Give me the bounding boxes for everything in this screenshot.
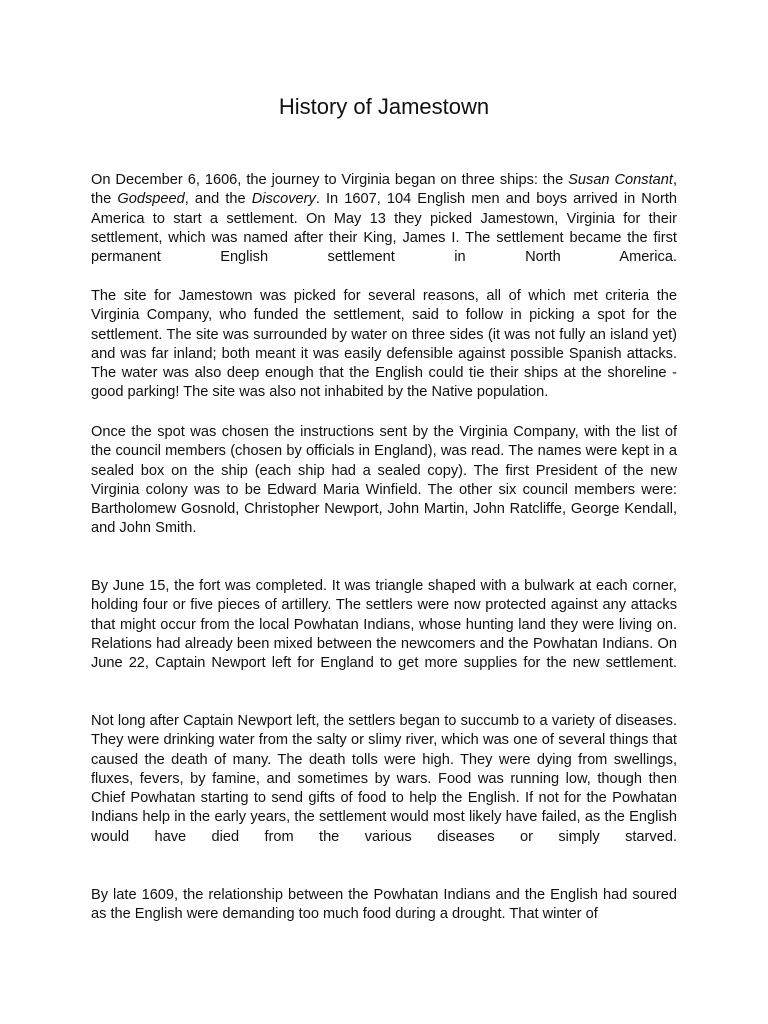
paragraph-site-selection: The site for Jamestown was picked for several reasons, all of which met criteria the Virginia Company, who funded the settlement, said to follow in picking a spot for the settlement. The site was surrounded by water on three sides (it was not fully an island yet) and was far inland; both meant it was easily defensible against possible Spanish attacks. The water was also deep enough that the English could tie their ships at the shoreline - good parking! The site was also not inhabited by the Native population. <box>91 288 677 401</box>
paragraph-fort: By June 15, the fort was completed. It was triangle shaped with a bulwark at each corner, holding four or five pieces of artillery. The settlers were now protected against any attacks that might occur from the local Powhatan Indians, whose hunting land they were living on. Relations had already been mixed between the newcomers and the Powhatan Indians. On June 22, Captain Newport left for England to get more supplies for the new settlement. <box>91 578 677 672</box>
paragraph-diseases: Not long after Captain Newport left, the settlers began to succumb to a variety of diseases. They were drinking water from the salty or slimy river, which was one of several things that caused the death of many. The death tolls were high. They were dying from swellings, fluxes, fevers, by famine, and sometimes by wars. Food was running low, though then Chief Powhatan starting to send gifts of food to help the English. If not for the Powhatan Indians help in the early years, the settlement would most likely have failed, as the English would have died from the various diseases or simply starved. <box>91 713 677 845</box>
paragraph-text: , and the <box>184 191 252 208</box>
paragraph-journey <box>91 171 677 267</box>
document-title: History of Jamestown <box>278 94 490 119</box>
paragraph-text: , the <box>91 172 677 208</box>
ship-name: Discovery <box>251 191 316 208</box>
ship-name: Godspeed <box>117 191 185 208</box>
paragraph-text: . In 1607, 104 English men and boys arrived in North America to start a settlement. On May 13 they picked Jamestown, Virginia for their settlement, which was named after their King, James I. The settlement became the first permanent English settlement in North America. <box>91 191 677 266</box>
paragraph-council: Once the spot was chosen the instructions sent by the Virginia Company, with the list of the council members (chosen by officials in England), was read. The names were kept in a sealed box on the ship (each ship had a sealed copy). The first President of the new Virginia colony was to be Edward Maria Winfield. The other six council members were: Bartholomew Gosnold, Christopher Newport, John Martin, John Ratcliffe, George Kendall, and John Smith. <box>91 424 677 537</box>
paragraph-relations: By late 1609, the relationship between the Powhatan Indians and the English had soured as the English were demanding too much food during a drought. That winter of <box>91 887 677 923</box>
paragraph-text: On December 6, 1606, the journey to Virginia began on three ships: the <box>91 172 569 188</box>
ship-name: Susan Constant <box>568 172 673 188</box>
